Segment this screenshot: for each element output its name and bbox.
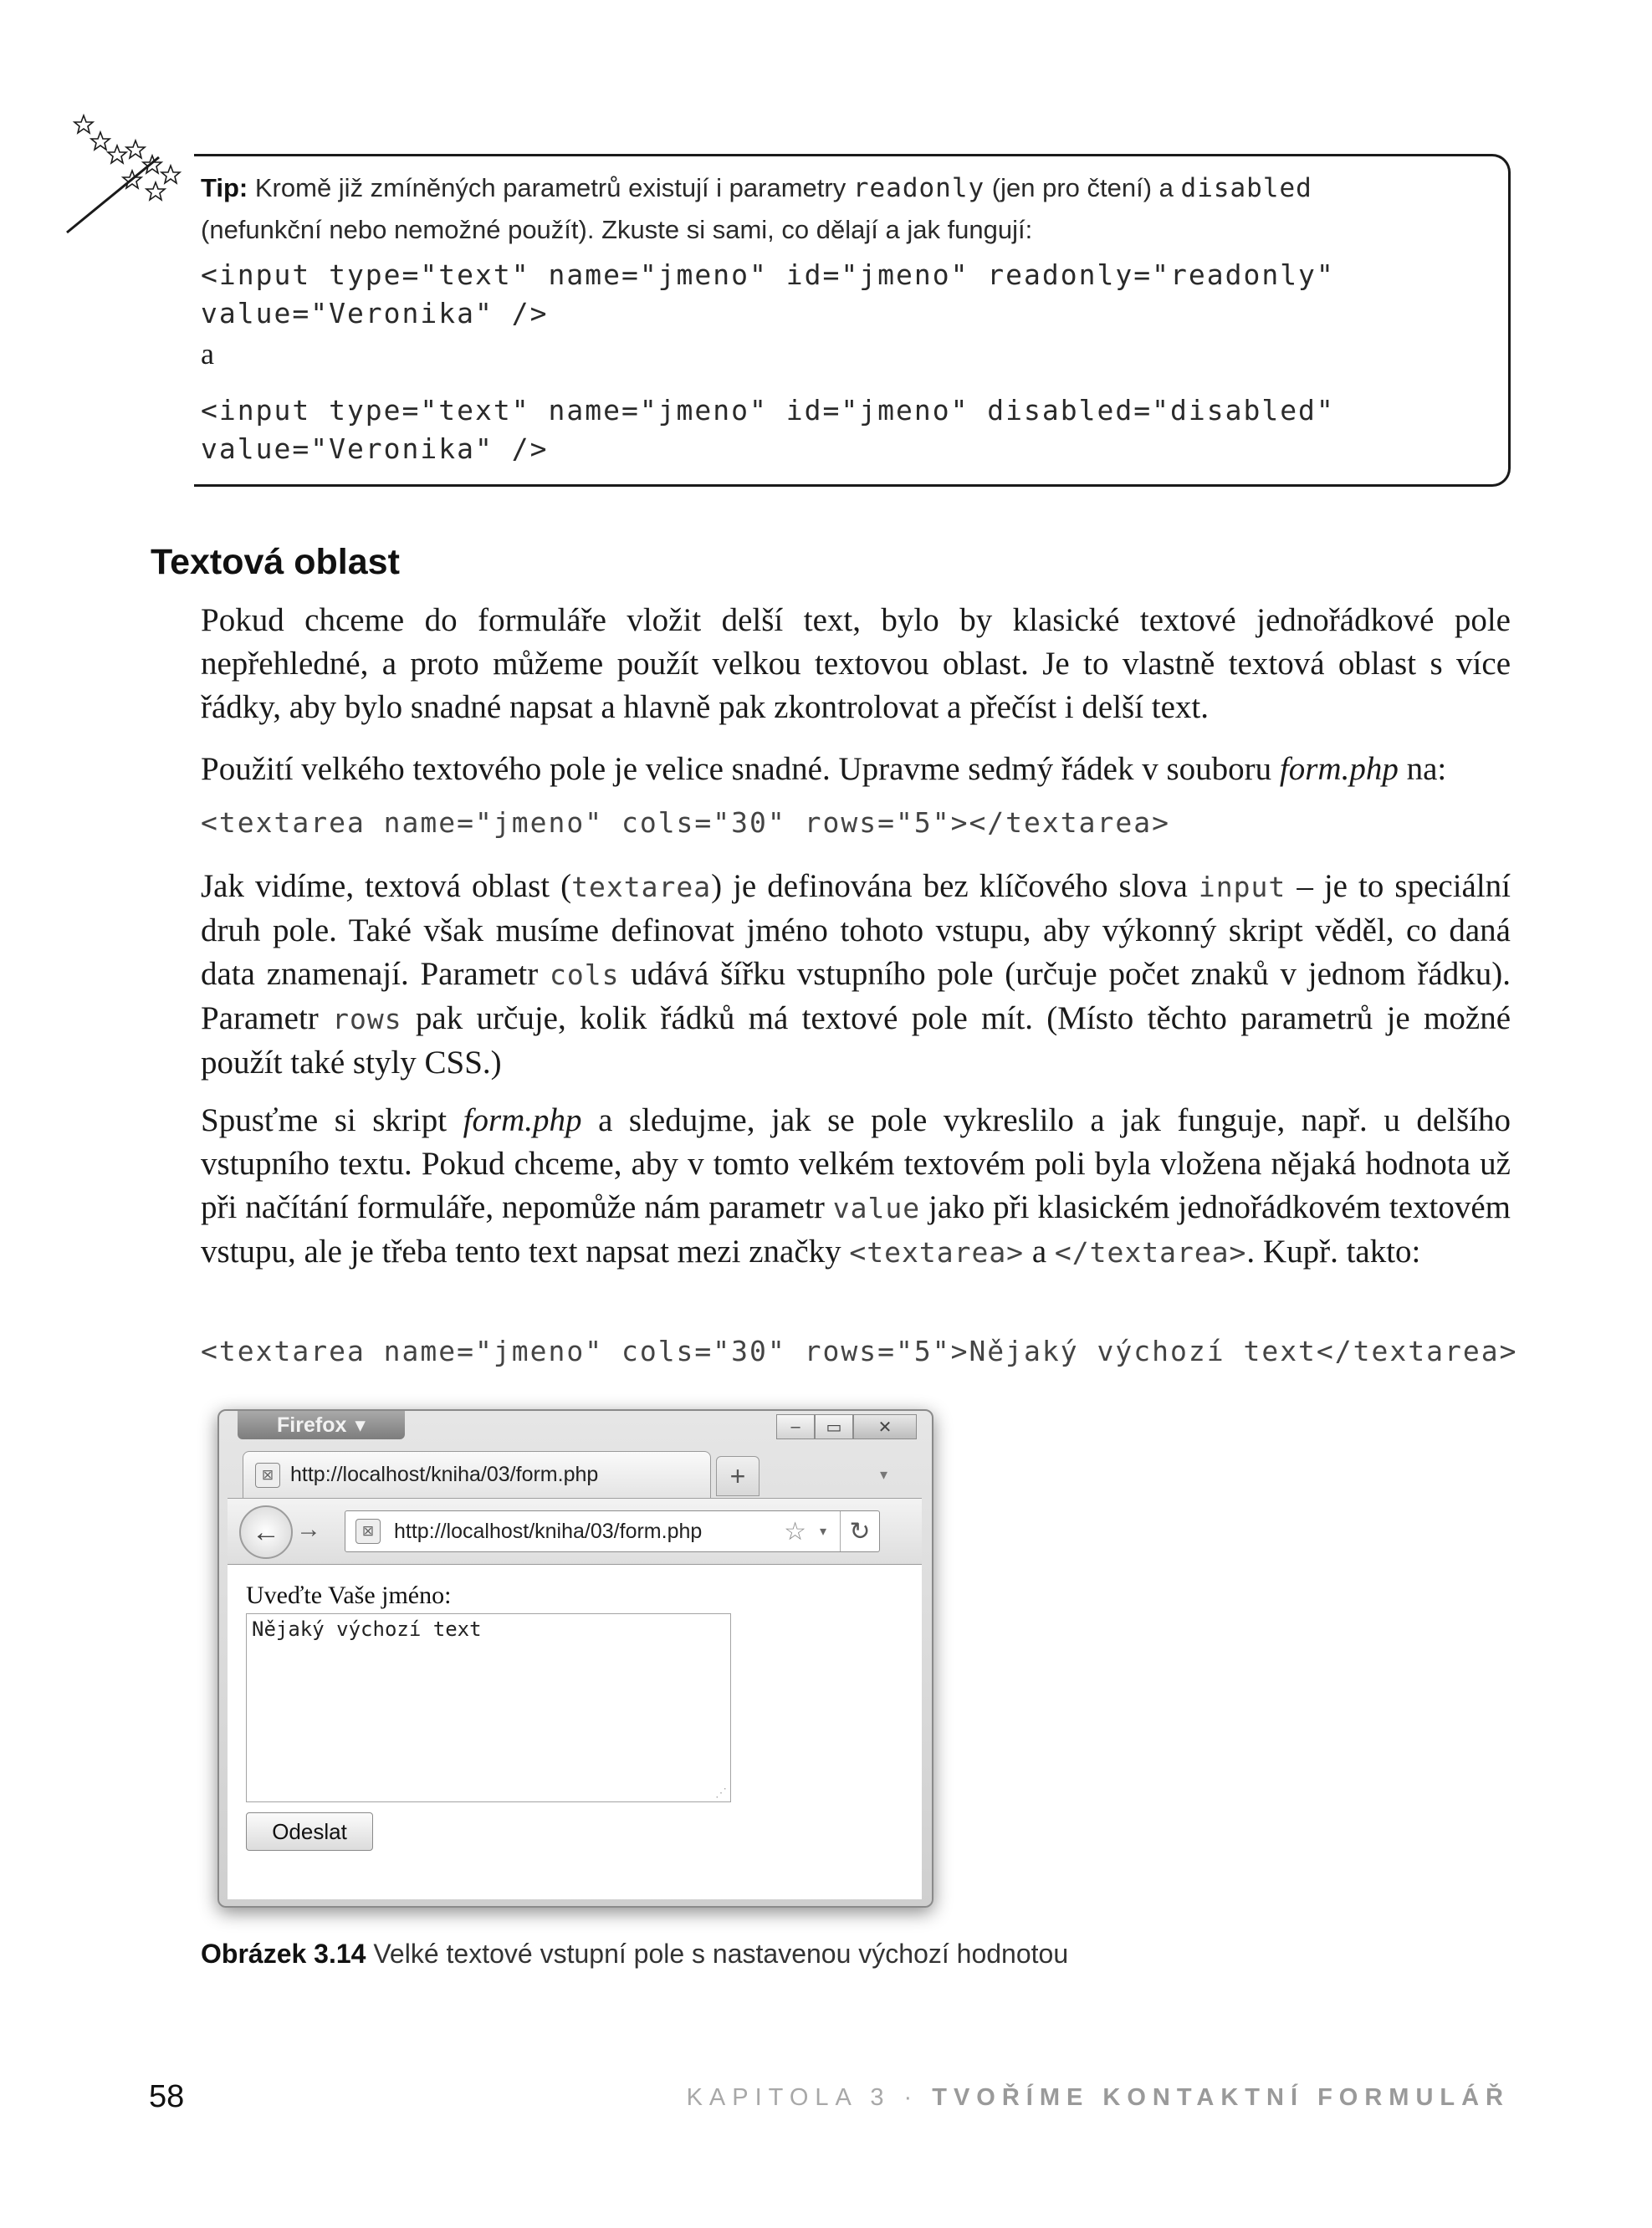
- file-name: form.php: [1279, 751, 1399, 787]
- para3-text-a: Jak vidíme, textová oblast (: [201, 868, 572, 904]
- figure-caption: [201, 1939, 1068, 1970]
- tab-title: http://localhost/kniha/03/form.php: [290, 1463, 599, 1486]
- chevron-down-icon: ▾: [355, 1413, 366, 1437]
- url-text: http://localhost/kniha/03/form.php: [394, 1519, 703, 1543]
- browser-tab[interactable]: [243, 1451, 711, 1498]
- tip-label: Tip:: [201, 173, 248, 202]
- minimize-icon[interactable]: –: [776, 1414, 815, 1439]
- code-readonly: readonly: [852, 173, 985, 203]
- name-label: Uveďte Vaše jméno:: [246, 1582, 452, 1609]
- maximize-icon[interactable]: ▭: [815, 1414, 853, 1439]
- para3-text-c: – je to speciální druh pole. Také však musíme definovat jméno tohoto vstupu, aby výkonný skript věděl, co daná data znamenají. Parametr: [201, 868, 1511, 992]
- code-textarea-close: </textarea>: [1054, 1236, 1247, 1269]
- code-input: input: [1198, 871, 1286, 903]
- para4-text-a: Spusťme si skript: [201, 1102, 448, 1138]
- new-tab-button[interactable]: +: [716, 1456, 760, 1496]
- close-icon[interactable]: ✕: [853, 1414, 917, 1439]
- code-example-2: <textarea name="jmeno" cols="30" rows="5">Nějaký výchozí text</textarea>: [201, 1335, 1518, 1367]
- tab-list-icon[interactable]: ▾: [880, 1466, 888, 1483]
- chapter-label: KAPITOLA 3 ·: [686, 2084, 919, 2111]
- para2-text: Použití velkého textového pole je velice snadné. Upravme sedmý řádek v souboru: [201, 751, 1272, 787]
- paragraph-1: Pokud chceme do formuláře vložit delší text, bylo by klasické textové jednořádkové pole nepřehledné, a proto můžeme použít velkou textovou oblast. Je to vlastně textová oblast s více řádky, aby bylo snadné napsat a hlavně pak zkontrolovat a přečíst i delší text.: [201, 602, 1511, 725]
- forward-icon[interactable]: →: [296, 1515, 321, 1543]
- page-icon: ⊠: [255, 1463, 280, 1488]
- navigation-bar: [228, 1498, 922, 1564]
- para4-text-b: a sledujme, jak se pole vykreslilo a jak funguje, např. u delšího vstupního textu. Pokud chceme, aby v tomto velkém textovém poli byla vložena nějaká hodnota už při načítání formuláře, nepomůže nám parametr: [201, 1102, 1511, 1225]
- para2-end: na:: [1406, 751, 1447, 787]
- tip-text-2: (jen pro čtení) a: [991, 173, 1174, 202]
- tip-code-readonly: <input type="text" name="jmeno" id="jmeno" readonly="readonly" value="Veronika" />: [201, 258, 1335, 330]
- tip-line-2: (nefunkční nebo nemožné použít). Zkuste si sami, co dělají a jak fungují:: [201, 215, 1033, 244]
- file-name-2: form.php: [463, 1102, 582, 1138]
- running-head: [687, 2084, 1510, 2112]
- textarea-value: Nějaký výchozí text: [252, 1617, 482, 1641]
- code-disabled: disabled: [1180, 173, 1312, 203]
- code-textarea-open: <textarea>: [849, 1236, 1025, 1269]
- para3-text-d: udává šířku vstupního pole (určuje počet znaků v jednom řádku). Parametr: [201, 956, 1511, 1036]
- name-textarea[interactable]: [246, 1613, 731, 1802]
- tip-text-1: Kromě již zmíněných parametrů existují i parametry: [254, 173, 846, 202]
- tip-text: [201, 167, 1489, 251]
- firefox-menu-label: Firefox: [277, 1413, 347, 1437]
- firefox-menu-button[interactable]: [238, 1411, 405, 1439]
- para4-text-e: . Kupř. takto:: [1246, 1234, 1421, 1270]
- paragraph-3: [201, 865, 1511, 1085]
- code-cols: cols: [549, 958, 620, 991]
- code-value: value: [832, 1192, 921, 1224]
- paragraph-2: [201, 748, 1511, 791]
- back-icon[interactable]: ←: [239, 1505, 293, 1559]
- para3-text-b: ) je definována bez klíčového slova: [711, 868, 1188, 904]
- para4-text-d: a: [1031, 1234, 1047, 1270]
- caption-label: Obrázek 3.14: [201, 1939, 366, 1969]
- para3-text-e: pak určuje, kolik řádků má textové pole mít. (Místo těchto parametrů je možné použít také styly CSS.): [201, 1000, 1511, 1081]
- section-heading: Textová oblast: [151, 542, 400, 582]
- window-controls: [776, 1414, 917, 1439]
- page-content: [228, 1564, 922, 1899]
- resize-grip-icon[interactable]: ⋰: [715, 1786, 727, 1800]
- browser-screenshot: [217, 1409, 933, 1908]
- url-history-icon[interactable]: ▾: [819, 1525, 826, 1539]
- code-textarea: textarea: [571, 871, 712, 903]
- code-rows: rows: [332, 1003, 402, 1035]
- tip-code-disabled: <input type="text" name="jmeno" id="jmeno" disabled="disabled" value="Veronika" />: [201, 394, 1335, 465]
- caption-text: Velké textové vstupní pole s nastavenou výchozí hodnotou: [373, 1939, 1069, 1969]
- paragraph-4: [201, 1099, 1511, 1275]
- tip-conjunction: a: [201, 337, 214, 370]
- page-number: 58: [149, 2079, 185, 2114]
- bookmark-star-icon[interactable]: ☆: [784, 1517, 806, 1546]
- url-bar[interactable]: [345, 1510, 880, 1552]
- reload-icon[interactable]: ↻: [840, 1511, 879, 1551]
- site-identity-icon: ⊠: [355, 1519, 381, 1544]
- code-example-1: <textarea name="jmeno" cols="30" rows="5"></textarea>: [201, 806, 1170, 839]
- para4-text-c: jako při klasickém jednořádkovém textovém vstupu, ale je třeba tento text napsat mezi značky: [201, 1189, 1511, 1270]
- magic-wand-icon: [59, 107, 209, 241]
- submit-button[interactable]: Odeslat: [246, 1812, 373, 1851]
- chapter-title: TVOŘÍME KONTAKTNÍ FORMULÁŘ: [932, 2084, 1510, 2111]
